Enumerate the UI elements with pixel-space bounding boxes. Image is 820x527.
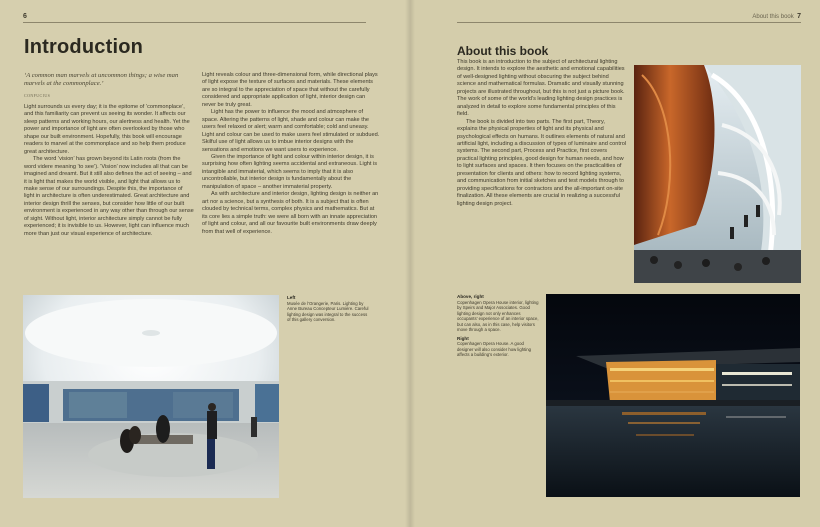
epigraph-text: ‘A common man marvels at uncommon things; a wise man marvels at the commonplace.’ bbox=[24, 72, 179, 88]
paragraph: Light surrounds us every day; it is the epitome of ‘commonplace’, and this familiarity can prevent us seeing its wonder. It affects our sleep patterns and working hours, our alertness and health. Yet the power and importance of light are often overlooked by those who shape our built environment. Hopefully, this book will encourage readers to marvel at the commonplace and so help them produce great architecture. bbox=[24, 104, 190, 155]
intro-column-2 bbox=[202, 72, 380, 236]
paragraph: The word ‘vision’ has grown beyond its Latin roots (from the word videre meaning ‘to see’). ‘Vision’ now includes all that can be imagined and dreamt. But it still also defines the act of seeing – and it is light that makes the world visible, and light that allows us to make sense of our surroundings. Despite this, the importance of light in architecture is often underestimated. Great architecture and interior design thrill the senses, but consider how little of our built environment is experienced in any way other than through our sense of sight. Without light, interior architecture simply cannot be fully experienced; it is invisible to us. However, light can influence much more than just our visual experience of architecture. bbox=[24, 156, 194, 237]
paragraph: Light has the power to influence the mood and atmosphere of space. Altering the patterns of light, shade and colour can make the users feel relaxed or alert; warm and comfortable; cold and uneasy. Light and colour can be used to make users feel stimulated or subdued. Skilful use of light allows us to imbue interior designs with the sensations and emotions we want users to experience. bbox=[202, 109, 380, 153]
caption-text: Musée de l’Orangerie, Paris. Lighting by Anne Bureau Concepteur Lumière. Careful lighting design was integral to the success of this gallery conversion. bbox=[287, 300, 369, 322]
running-head-label: About this book bbox=[752, 14, 794, 20]
left-page-number: 6 bbox=[23, 13, 27, 20]
page-title: Introduction bbox=[24, 36, 144, 58]
epigraph bbox=[24, 72, 184, 100]
intro-column-1 bbox=[24, 104, 194, 238]
orangerie-gallery-photo bbox=[23, 295, 279, 498]
right-running-head bbox=[752, 13, 801, 20]
paragraph: Given the importance of light and colour within interior design, it is surprising how often lighting seems accidental and extraneous. Light is intangible and immaterial, which seems to imply that it is also uncontrollable, but interior design is fundamentally about the manipulation of space – another immaterial property. bbox=[202, 153, 378, 190]
paragraph: This book is an introduction to the subject of architectural lighting design. It intends to explore the aesthetic and emotional capabilities of well-designed lighting without obscuring the subject behind science and mathematical formulas. Dramatic and visually stunning projects are illustrated throughout, but this is not just a picture book. The work of some of the world’s leading lighting design practices is analyzed in detail to explore some fundamental principles of this field. bbox=[457, 59, 625, 118]
opera-exterior-photo bbox=[546, 294, 800, 497]
paragraph: As with architecture and interior design, lighting design is neither an art nor a science, but a synthesis of both. It is a subject that is often clouded by technical terms, complex physics and mathematics. But at its core lies a simple truth: we were all born with an innate appreciation of light and colour, and all our favourite built environments draw deeply from that well of experience. bbox=[202, 191, 379, 235]
paragraph: Light reveals colour and three-dimensional form, while directional plays of light expose the texture of surfaces and materials. These elements are so integral to the appreciation of space that without the carefully considered and appropriate application of light, interior design can never be truly great. bbox=[202, 72, 378, 108]
right-header-rule bbox=[457, 22, 801, 23]
left-header-rule bbox=[23, 22, 366, 23]
right-page-number: 7 bbox=[797, 13, 801, 20]
caption-heading: Above, right bbox=[457, 294, 484, 299]
caption-heading: Right bbox=[457, 335, 469, 341]
caption-text: Copenhagen Opera House interior, lighting by Speirs and Major Associates. Good lighting design not only enhances occupants’ experience of an interior space, but can also, as in this case, help visitors move through a space. bbox=[457, 299, 539, 332]
book-gutter bbox=[405, 0, 415, 527]
photo-captions-right bbox=[457, 294, 539, 358]
photo-caption-left bbox=[287, 295, 369, 323]
caption-heading: Left bbox=[287, 295, 296, 300]
opera-interior-photo bbox=[634, 65, 801, 283]
section-title: About this book bbox=[457, 44, 549, 58]
paragraph: The book is divided into two parts. The first part, Theory, explains the physical properties of light and its physical and psychological effects on humans. It outlines elements of natural and artificial light, including a discussion of types of luminaire and control systems. The second part, Process and Practice, first covers practical lighting principles, good design for human needs, and how to light surfaces and spaces. It then focuses on the practicalities of presentation for clients and others: how to record lighting systems, and communication from initial sketches and test models through to providing specifications for contractors and the all-important on-site finalization. All these elements are crucial in realizing a successful lighting design project. bbox=[457, 118, 627, 207]
epigraph-author: CONFUCIUS bbox=[24, 92, 51, 98]
about-column bbox=[457, 59, 627, 208]
caption-text: Copenhagen Opera House. A good designer will also consider how lighting affects a building’s exterior. bbox=[457, 341, 532, 357]
